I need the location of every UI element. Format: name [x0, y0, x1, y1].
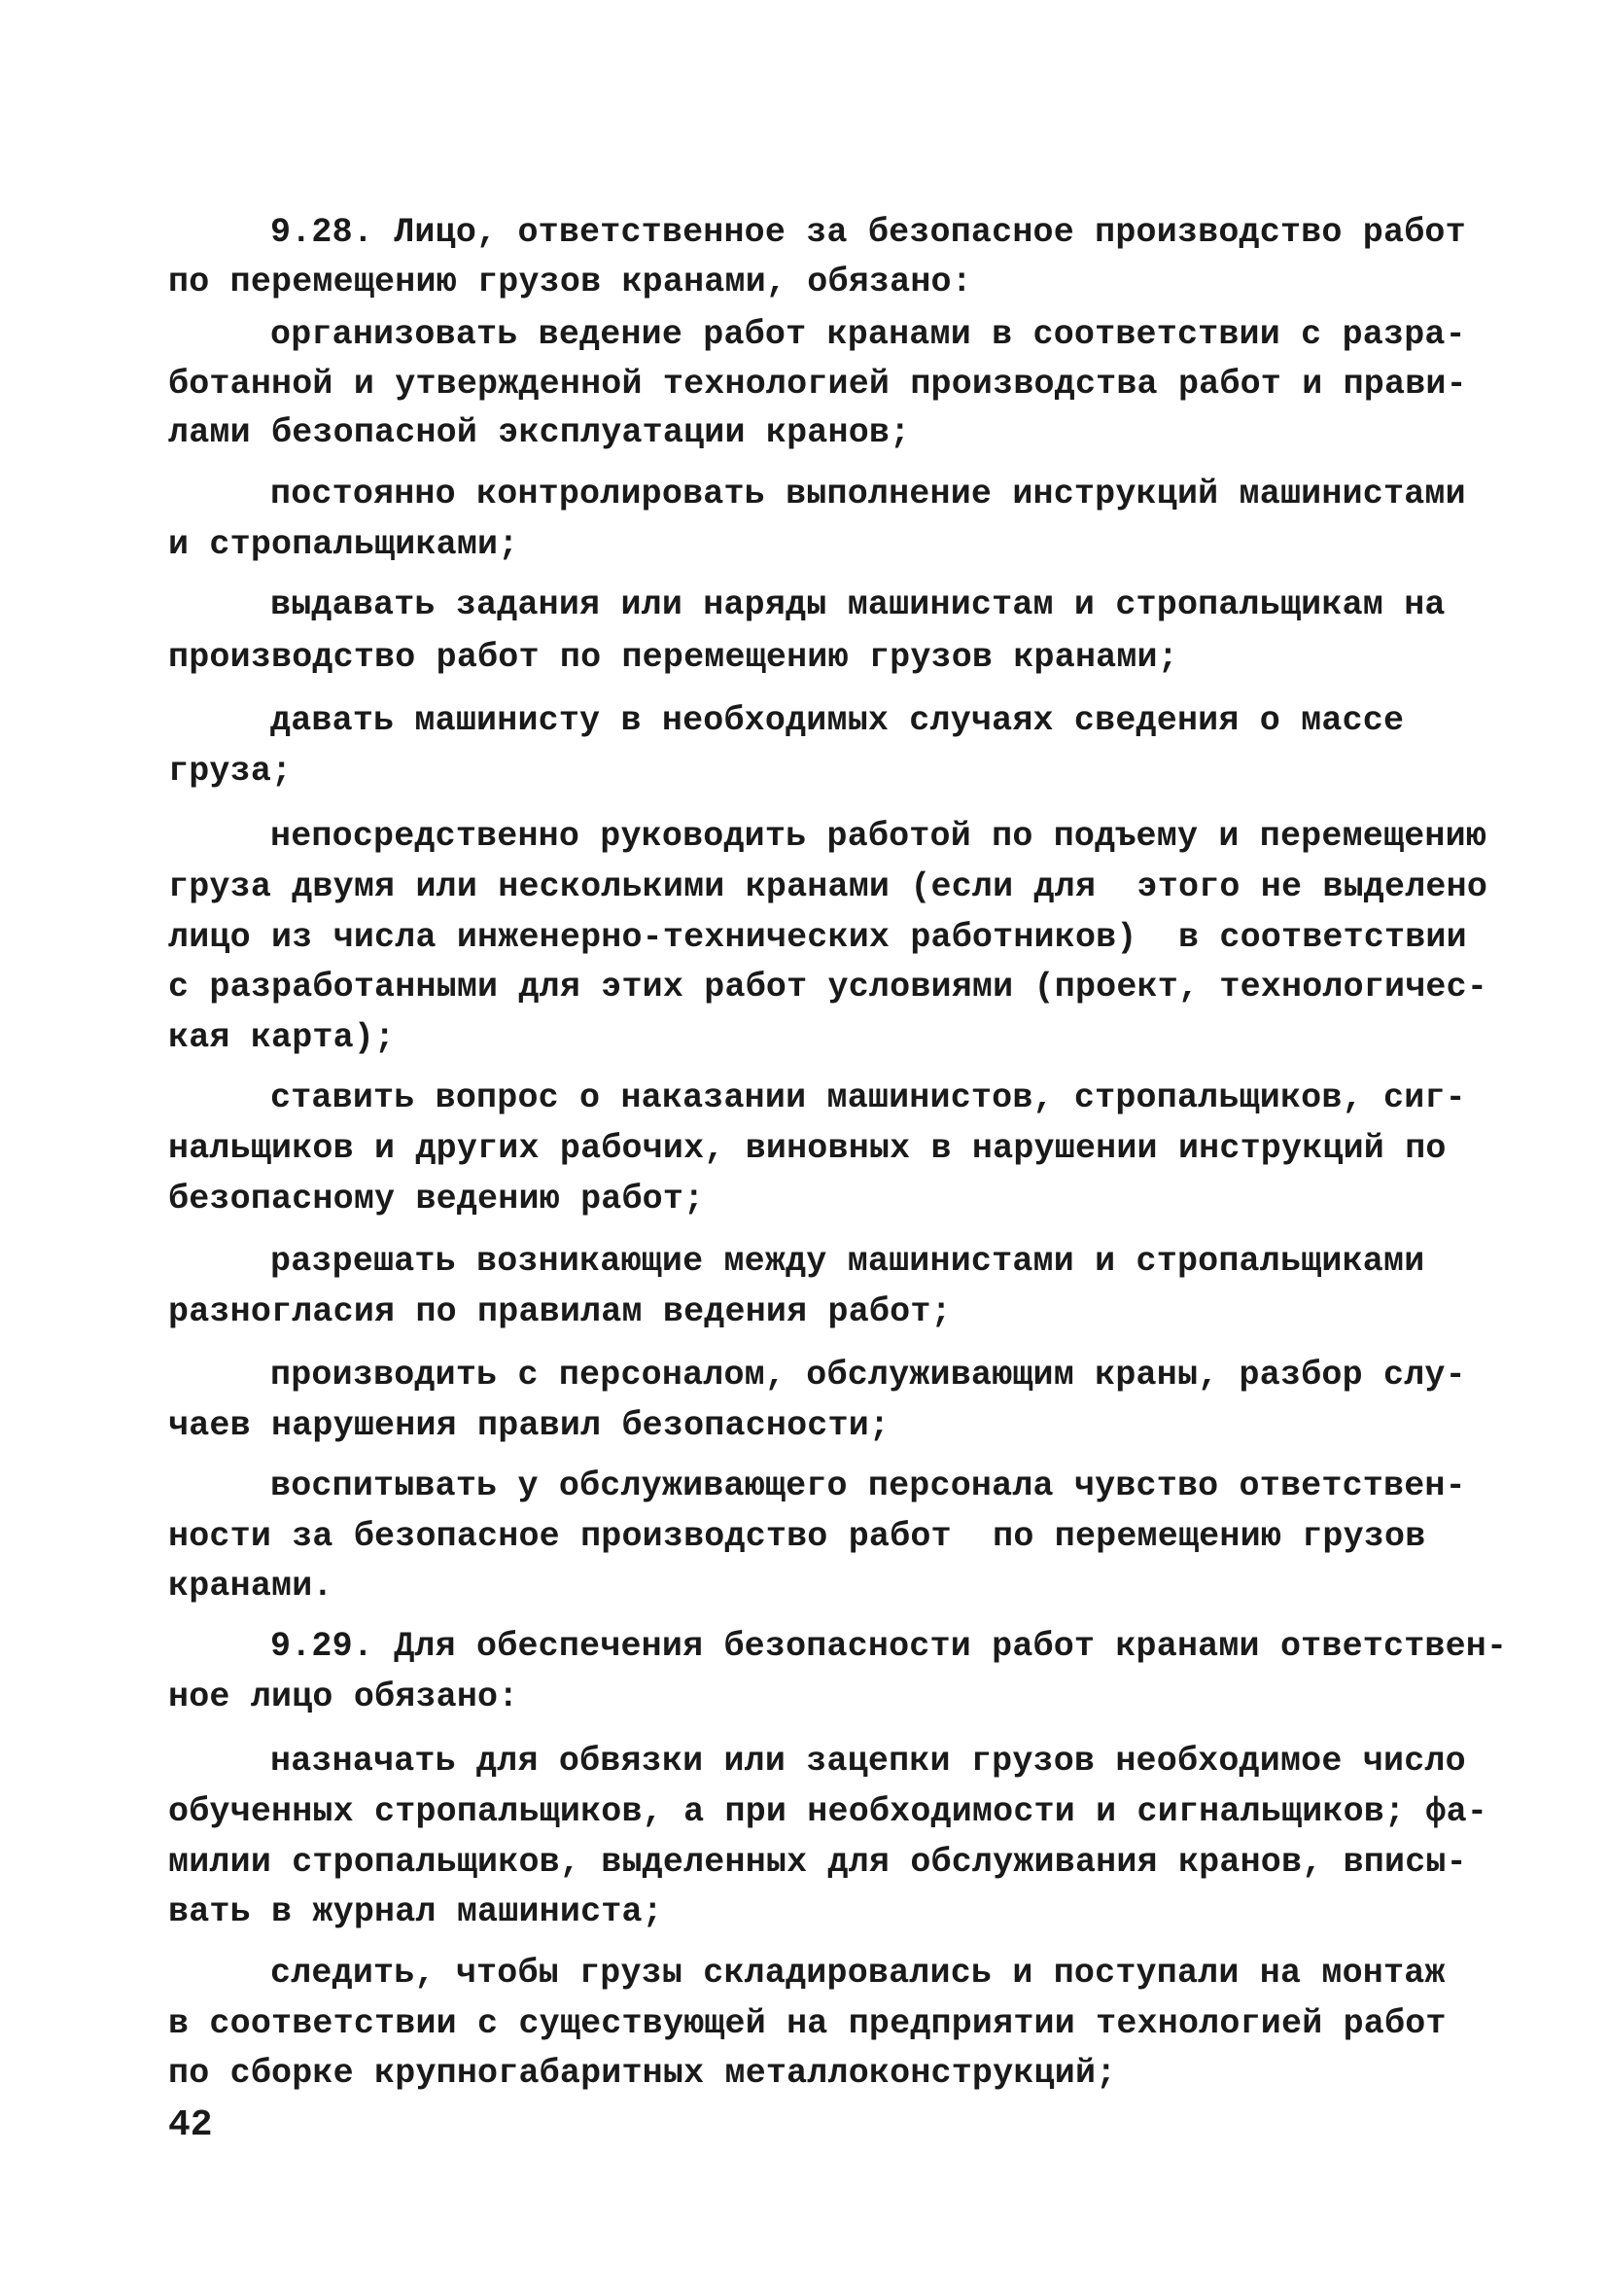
text-line: производить с персоналом, обслуживающим краны, разбор слу- [270, 1356, 1466, 1395]
text-line: милии стропальщиков, выделенных для обслуживания кранов, вписы- [168, 1843, 1467, 1882]
text-line: ставить вопрос о наказании машинистов, стропальщиков, сиг- [270, 1078, 1466, 1117]
text-line: воспитывать у обслуживающего персонала чувство ответствен- [270, 1466, 1466, 1505]
text-line: вать в журнал машиниста; [168, 1892, 663, 1931]
text-line: лицо из числа инженерно-технических работников) в соответствии [168, 918, 1467, 957]
text-line: чаев нарушения правил безопасности; [168, 1406, 891, 1445]
text-line: 9.29. Для обеспечения безопасности работ кранами ответствен- [270, 1627, 1508, 1666]
text-line: выдавать задания или наряды машинистам и стропальщикам на [270, 585, 1446, 624]
text-line: разрешать возникающие между машинистами и стропальщиками [270, 1242, 1425, 1281]
text-line: давать машинисту в необходимых случаях сведения о массе [270, 701, 1405, 740]
text-line: и стропальщиками; [168, 525, 519, 564]
text-line: непосредственно руководить работой по подъему и перемещению [270, 817, 1487, 856]
text-line: организовать ведение работ кранами в соответствии с разра- [270, 315, 1466, 354]
text-line: разногласия по правилам ведения работ; [168, 1292, 952, 1331]
text-line: кранами. [168, 1567, 333, 1606]
text-line: ности за безопасное производство работ по перемещению грузов [168, 1517, 1426, 1556]
text-line: 9.28. Лицо, ответственное за безопасное производство работ [270, 213, 1466, 252]
text-line: в соответствии с существующей на предприятии технологией работ [168, 2004, 1447, 2043]
text-line: по сборке крупногабаритных металлоконструкций; [168, 2054, 1117, 2093]
text-line: постоянно контролировать выполнение инструкций машинистами [270, 475, 1466, 513]
text-line: груза двумя или несколькими кранами (если для этого не выделено [168, 867, 1488, 906]
text-line: груза; [168, 752, 293, 791]
text-line: лами безопасной эксплуатации кранов; [168, 413, 911, 452]
text-line: ботанной и утвержденной технологией производства работ и прави- [168, 365, 1467, 404]
text-line: производство работ по перемещению грузов кранами; [168, 638, 1178, 677]
text-line: назначать для обвязки или зацепки грузов необходимое число [270, 1742, 1466, 1781]
text-line: следить, чтобы грузы складировались и поступали на монтаж [270, 1954, 1446, 1993]
text-line: ное лицо обязано: [168, 1678, 519, 1716]
text-line: обученных стропальщиков, а при необходимости и сигнальщиков; фа- [168, 1792, 1488, 1831]
text-line: кая карта); [168, 1018, 396, 1057]
text-line: безопасному ведению работ; [168, 1180, 705, 1219]
page-number: 42 [168, 2104, 213, 2146]
text-line: нальщиков и других рабочих, виновных в нарушении инструкций по [168, 1129, 1447, 1168]
text-line: с разработанными для этих работ условиями (проект, технологичес- [168, 968, 1488, 1007]
text-line: по перемещению грузов кранами, обязано: [168, 263, 972, 301]
